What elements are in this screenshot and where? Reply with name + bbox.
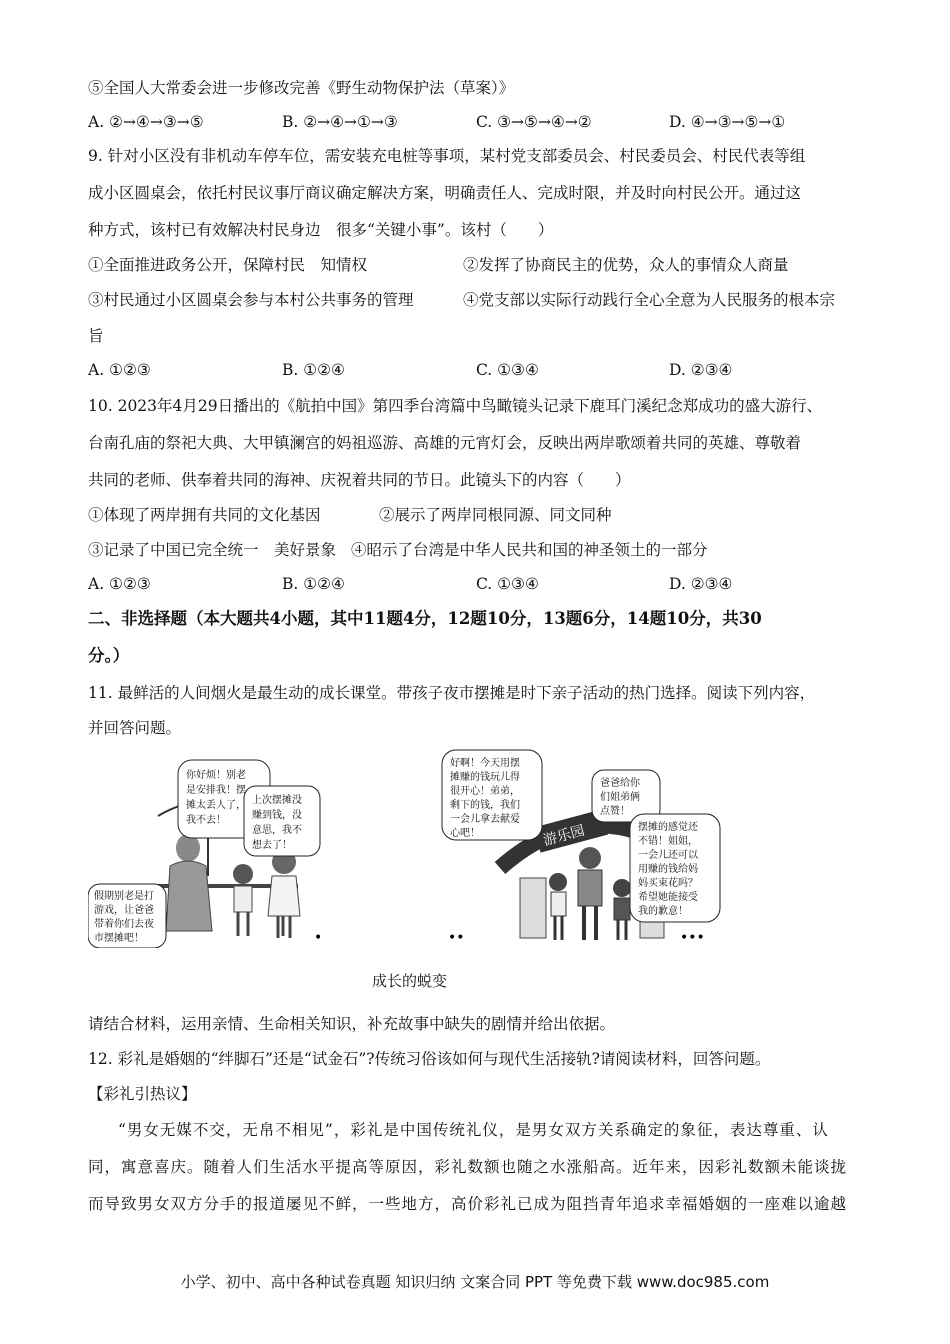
bubble-text-2a: 好啊！今天用摆 摊赚的钱玩儿得 很开心！弟弟， 剩下的钱，我们 一会儿拿去献爱 心吧！ <box>450 758 520 839</box>
q11-question: 请结合材料，运用亲情、生命相关知识，补充故事中缺失的剧情并给出依据。 <box>88 1015 616 1033</box>
panel-marker-2: •• <box>448 930 465 946</box>
q9-statement-1: ①全面推进政务公开，保障村民 知情权 <box>88 256 368 274</box>
section-2-heading: 二、非选择题（本大题共4小题，其中11题4分，12题10分，13题6分，14题10分，共30 <box>88 609 762 628</box>
panel-marker-1: • <box>314 930 323 946</box>
figure-caption: 成长的蜕变 <box>372 972 448 990</box>
q10-option-d[interactable]: D. ②③④ <box>669 575 733 593</box>
q12-paragraph-line1: “男女无媒不交，无帛不相见”，彩礼是中国传统礼仪，是男女双方关系确定的象征，表达尊重、认 <box>118 1121 829 1139</box>
q10-option-b[interactable]: B. ①②④ <box>282 575 345 593</box>
park-sign: 游乐园 <box>541 822 587 850</box>
q8-option-a[interactable]: A. ②→④→③→⑤ <box>88 113 204 131</box>
bubble-text-1c: 假期别老是打 游戏，让爸爸 带着你们去夜 市摆摊吧！ <box>94 891 154 944</box>
q12-material-tag: 【彩礼引热议】 <box>88 1085 197 1103</box>
q9-statement-4-cont: 旨 <box>88 327 104 345</box>
q10-option-a[interactable]: A. ①②③ <box>88 575 151 593</box>
bubble-text-2b: 爸爸给你 们姐弟俩 点赞！ <box>600 778 640 817</box>
q10-statement-2: ②展示了两岸同根同源、同文同种 <box>379 506 612 524</box>
page-footer: 小学、初中、高中各种试卷真题 知识归纳 文案合同 PPT 等免费下载 www.doc985.com <box>180 1273 770 1291</box>
bubble-text-1b: 上次摆摊没 赚到钱，没 意思，我不 想去了！ <box>252 795 302 851</box>
q10-stem-line1: 10. 2023年4月29日播出的《航拍中国》第四季台湾篇中鸟瞰镜头记录下鹿耳门溪纪念郑成功的盛大游行、 <box>88 397 823 415</box>
q8-option-c[interactable]: C. ③→⑤→④→② <box>476 113 592 131</box>
comic-panel-2 <box>440 748 724 948</box>
q9-option-d[interactable]: D. ②③④ <box>669 361 733 379</box>
q9-statement-4: ④党支部以实际行动践行全心全意为人民服务的根本宗 <box>463 291 836 309</box>
q9-option-c[interactable]: C. ①③④ <box>476 361 539 379</box>
q11-stem-line2: 并回答问题。 <box>88 719 182 737</box>
q9-stem-line3: 种方式，该村已有效解决村民身边 很多“关键小事”。该村（ ） <box>88 221 554 239</box>
q12-paragraph-line3: 而导致男女双方分手的报道屡见不鲜，一些地方，高价彩礼已成为阻挡青年追求幸福婚姻的一座难以逾越 <box>88 1195 848 1213</box>
statement-5: ⑤全国人大常委会进一步修改完善《野生动物保护法（草案）》 <box>88 79 515 97</box>
q10-statement-4: ④昭示了台湾是中华人民共和国的神圣领土的一部分 <box>351 541 708 559</box>
q10-stem-line2: 台南孔庙的祭祀大典、大甲镇澜宫的妈祖巡游、高雄的元宵灯会，反映出两岸歌颂着共同的英雄、尊敬着 <box>88 434 802 452</box>
q9-stem-line2: 成小区圆桌会，依托村民议事厅商议确定解决方案，明确责任人、完成时限，并及时向村民公开。通过这 <box>88 184 802 202</box>
bubble-text-2c: 摆摊的感觉还 不错！姐姐， 一会儿还可以 用赚的钱给妈 妈买束花吗？ 希望她能接受 我的歉意！ <box>638 822 698 917</box>
panel-marker-3: ••• <box>680 930 705 946</box>
q9-option-b[interactable]: B. ①②④ <box>282 361 345 379</box>
q10-statement-1: ①体现了两岸拥有共同的文化基因 <box>88 506 321 524</box>
q9-statement-3: ③村民通过小区圆桌会参与本村公共事务的管理 <box>88 291 414 309</box>
q11-stem-line1: 11. 最鲜活的人间烟火是最生动的成长课堂。带孩子夜市摆摊是时下亲子活动的热门选择。阅读下列内容， <box>88 684 816 702</box>
q8-option-d[interactable]: D. ④→③→⑤→① <box>669 113 786 131</box>
q8-option-b[interactable]: B. ②→④→①→③ <box>282 113 398 131</box>
q9-stem-line1: 9. 针对小区没有非机动车停车位，需安装充电桩等事项，某村党支部委员会、村民委员会、村民代表等组 <box>88 147 806 165</box>
comic-panel-1 <box>88 756 348 948</box>
q9-option-a[interactable]: A. ①②③ <box>88 361 151 379</box>
q10-statement-3: ③记录了中国已完全统一 美好景象 <box>88 541 337 559</box>
q12-stem: 12. 彩礼是婚姻的“绊脚石”还是“试金石”?传统习俗该如何与现代生活接轨?请阅读材料，回答问题。 <box>88 1050 771 1068</box>
q10-option-c[interactable]: C. ①③④ <box>476 575 539 593</box>
q9-statement-2: ②发挥了协商民主的优势，众人的事情众人商量 <box>463 256 789 274</box>
bubble-text-1a: 你好烦！别老 是安排我！摆 摊太丢人了， 我不去！ <box>186 770 246 826</box>
section-2-heading-cont: 分。） <box>88 646 130 665</box>
q12-paragraph-line2: 同，寓意喜庆。随着人们生活水平提高等原因，彩礼数额也随之水涨船高。近年来，因彩礼数额未能谈拢 <box>88 1158 848 1176</box>
q10-stem-line3: 共同的老师、供奉着共同的海神、庆祝着共同的节日。此镜头下的内容（ ） <box>88 471 631 489</box>
